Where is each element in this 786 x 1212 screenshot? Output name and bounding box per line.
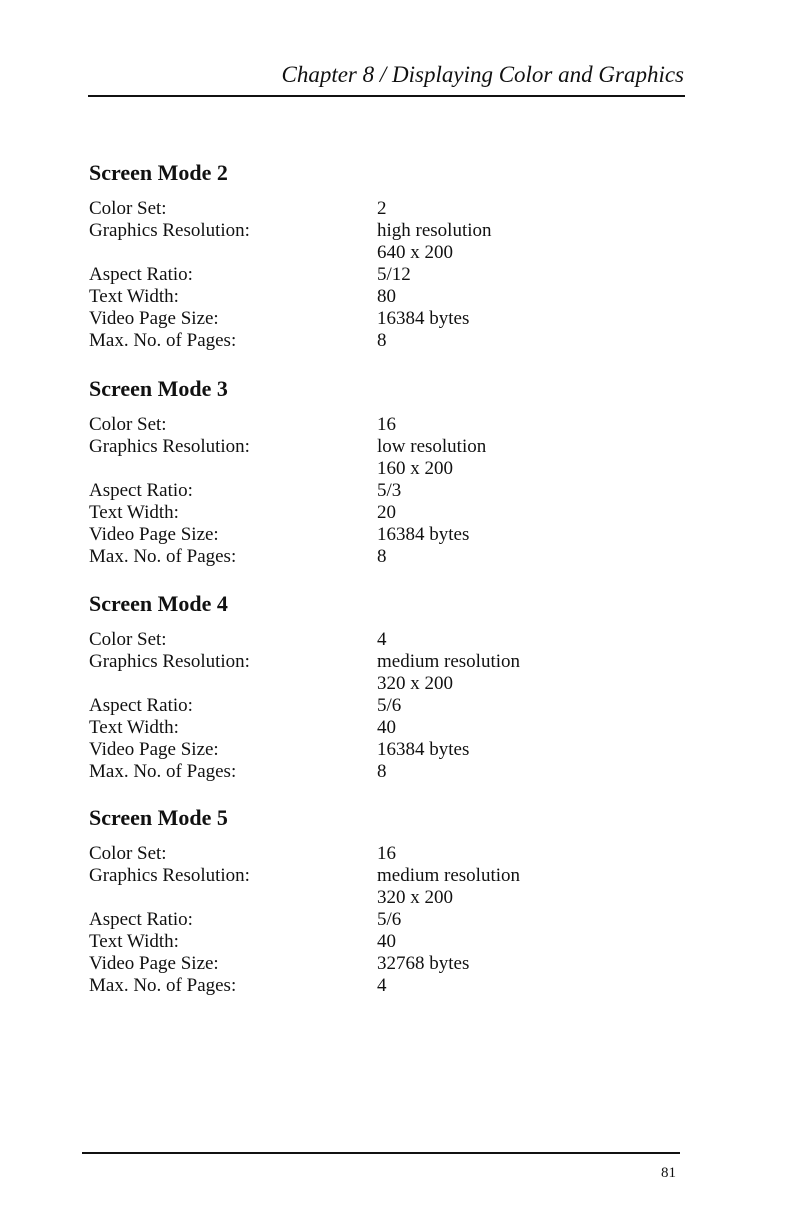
- video-page-size-value: 16384 bytes: [377, 524, 470, 545]
- mode-title: Screen Mode 4: [89, 591, 228, 616]
- text-width-label: Text Width:: [89, 931, 179, 952]
- graphics-resolution-value: high resolution: [377, 220, 492, 241]
- video-page-size-row: [89, 308, 689, 330]
- aspect-ratio-value: 5/12: [377, 264, 411, 285]
- aspect-ratio-value: 5/6: [377, 909, 402, 930]
- header-rule: [88, 95, 685, 97]
- graphics-resolution-value: low resolution: [377, 436, 487, 457]
- graphics-resolution-label: Graphics Resolution:: [89, 220, 250, 241]
- resolution-dimensions-row: [89, 458, 689, 480]
- text-width-label: Text Width:: [89, 502, 179, 523]
- resolution-dimensions-value: 160 x 200: [377, 458, 453, 479]
- resolution-dimensions-row: [89, 242, 689, 264]
- color-set-row: [89, 198, 689, 220]
- color-set-label: Color Set:: [89, 414, 167, 435]
- aspect-ratio-row: [89, 909, 689, 931]
- text-width-row: [89, 717, 689, 739]
- max-pages-row: [89, 975, 689, 997]
- text-width-value: 80: [377, 286, 396, 307]
- video-page-size-row: [89, 953, 689, 975]
- resolution-dimensions-value: 320 x 200: [377, 673, 453, 694]
- resolution-dimensions-value: 320 x 200: [377, 887, 453, 908]
- max-pages-value: 8: [377, 546, 387, 567]
- color-set-row: [89, 629, 689, 651]
- max-pages-label: Max. No. of Pages:: [89, 330, 237, 351]
- graphics-resolution-row: [89, 436, 689, 458]
- max-pages-label: Max. No. of Pages:: [89, 975, 237, 996]
- video-page-size-label: Video Page Size:: [89, 524, 219, 545]
- max-pages-value: 8: [377, 761, 387, 782]
- max-pages-row: [89, 546, 689, 568]
- text-width-row: [89, 931, 689, 953]
- color-set-label: Color Set:: [89, 198, 167, 219]
- color-set-value: 4: [377, 629, 387, 650]
- text-width-row: [89, 286, 689, 308]
- resolution-dimensions-row: [89, 887, 689, 909]
- max-pages-row: [89, 761, 689, 783]
- graphics-resolution-row: [89, 865, 689, 887]
- text-width-label: Text Width:: [89, 717, 179, 738]
- color-set-row: [89, 414, 689, 436]
- color-set-value: 2: [377, 198, 387, 219]
- mode-title: Screen Mode 5: [89, 805, 228, 830]
- color-set-row: [89, 843, 689, 865]
- graphics-resolution-label: Graphics Resolution:: [89, 651, 250, 672]
- text-width-label: Text Width:: [89, 286, 179, 307]
- max-pages-row: [89, 330, 689, 352]
- page-number: 81: [661, 1165, 676, 1181]
- resolution-dimensions-value: 640 x 200: [377, 242, 453, 263]
- aspect-ratio-label: Aspect Ratio:: [89, 909, 193, 930]
- max-pages-value: 4: [377, 975, 387, 996]
- color-set-value: 16: [377, 414, 396, 435]
- graphics-resolution-label: Graphics Resolution:: [89, 436, 250, 457]
- video-page-size-row: [89, 739, 689, 761]
- color-set-label: Color Set:: [89, 843, 167, 864]
- aspect-ratio-label: Aspect Ratio:: [89, 264, 193, 285]
- graphics-resolution-label: Graphics Resolution:: [89, 865, 250, 886]
- video-page-size-label: Video Page Size:: [89, 953, 219, 974]
- max-pages-label: Max. No. of Pages:: [89, 761, 237, 782]
- aspect-ratio-value: 5/6: [377, 695, 402, 716]
- color-set-value: 16: [377, 843, 396, 864]
- resolution-dimensions-row: [89, 673, 689, 695]
- color-set-label: Color Set:: [89, 629, 167, 650]
- graphics-resolution-row: [89, 651, 689, 673]
- video-page-size-value: 16384 bytes: [377, 308, 470, 329]
- text-width-row: [89, 502, 689, 524]
- aspect-ratio-value: 5/3: [377, 480, 402, 501]
- text-width-value: 40: [377, 931, 396, 952]
- aspect-ratio-label: Aspect Ratio:: [89, 695, 193, 716]
- graphics-resolution-row: [89, 220, 689, 242]
- video-page-size-row: [89, 524, 689, 546]
- video-page-size-label: Video Page Size:: [89, 308, 219, 329]
- graphics-resolution-value: medium resolution: [377, 865, 521, 886]
- graphics-resolution-value: medium resolution: [377, 651, 521, 672]
- mode-title: Screen Mode 3: [89, 376, 228, 401]
- aspect-ratio-row: [89, 264, 689, 286]
- aspect-ratio-label: Aspect Ratio:: [89, 480, 193, 501]
- text-width-value: 20: [377, 502, 396, 523]
- video-page-size-label: Video Page Size:: [89, 739, 219, 760]
- max-pages-label: Max. No. of Pages:: [89, 546, 237, 567]
- text-width-value: 40: [377, 717, 396, 738]
- aspect-ratio-row: [89, 480, 689, 502]
- video-page-size-value: 16384 bytes: [377, 739, 470, 760]
- mode-title: Screen Mode 2: [89, 160, 228, 185]
- video-page-size-value: 32768 bytes: [377, 953, 470, 974]
- aspect-ratio-row: [89, 695, 689, 717]
- running-head: Chapter 8 / Displaying Color and Graphics: [281, 62, 684, 87]
- max-pages-value: 8: [377, 330, 387, 351]
- footer-rule: [82, 1152, 680, 1154]
